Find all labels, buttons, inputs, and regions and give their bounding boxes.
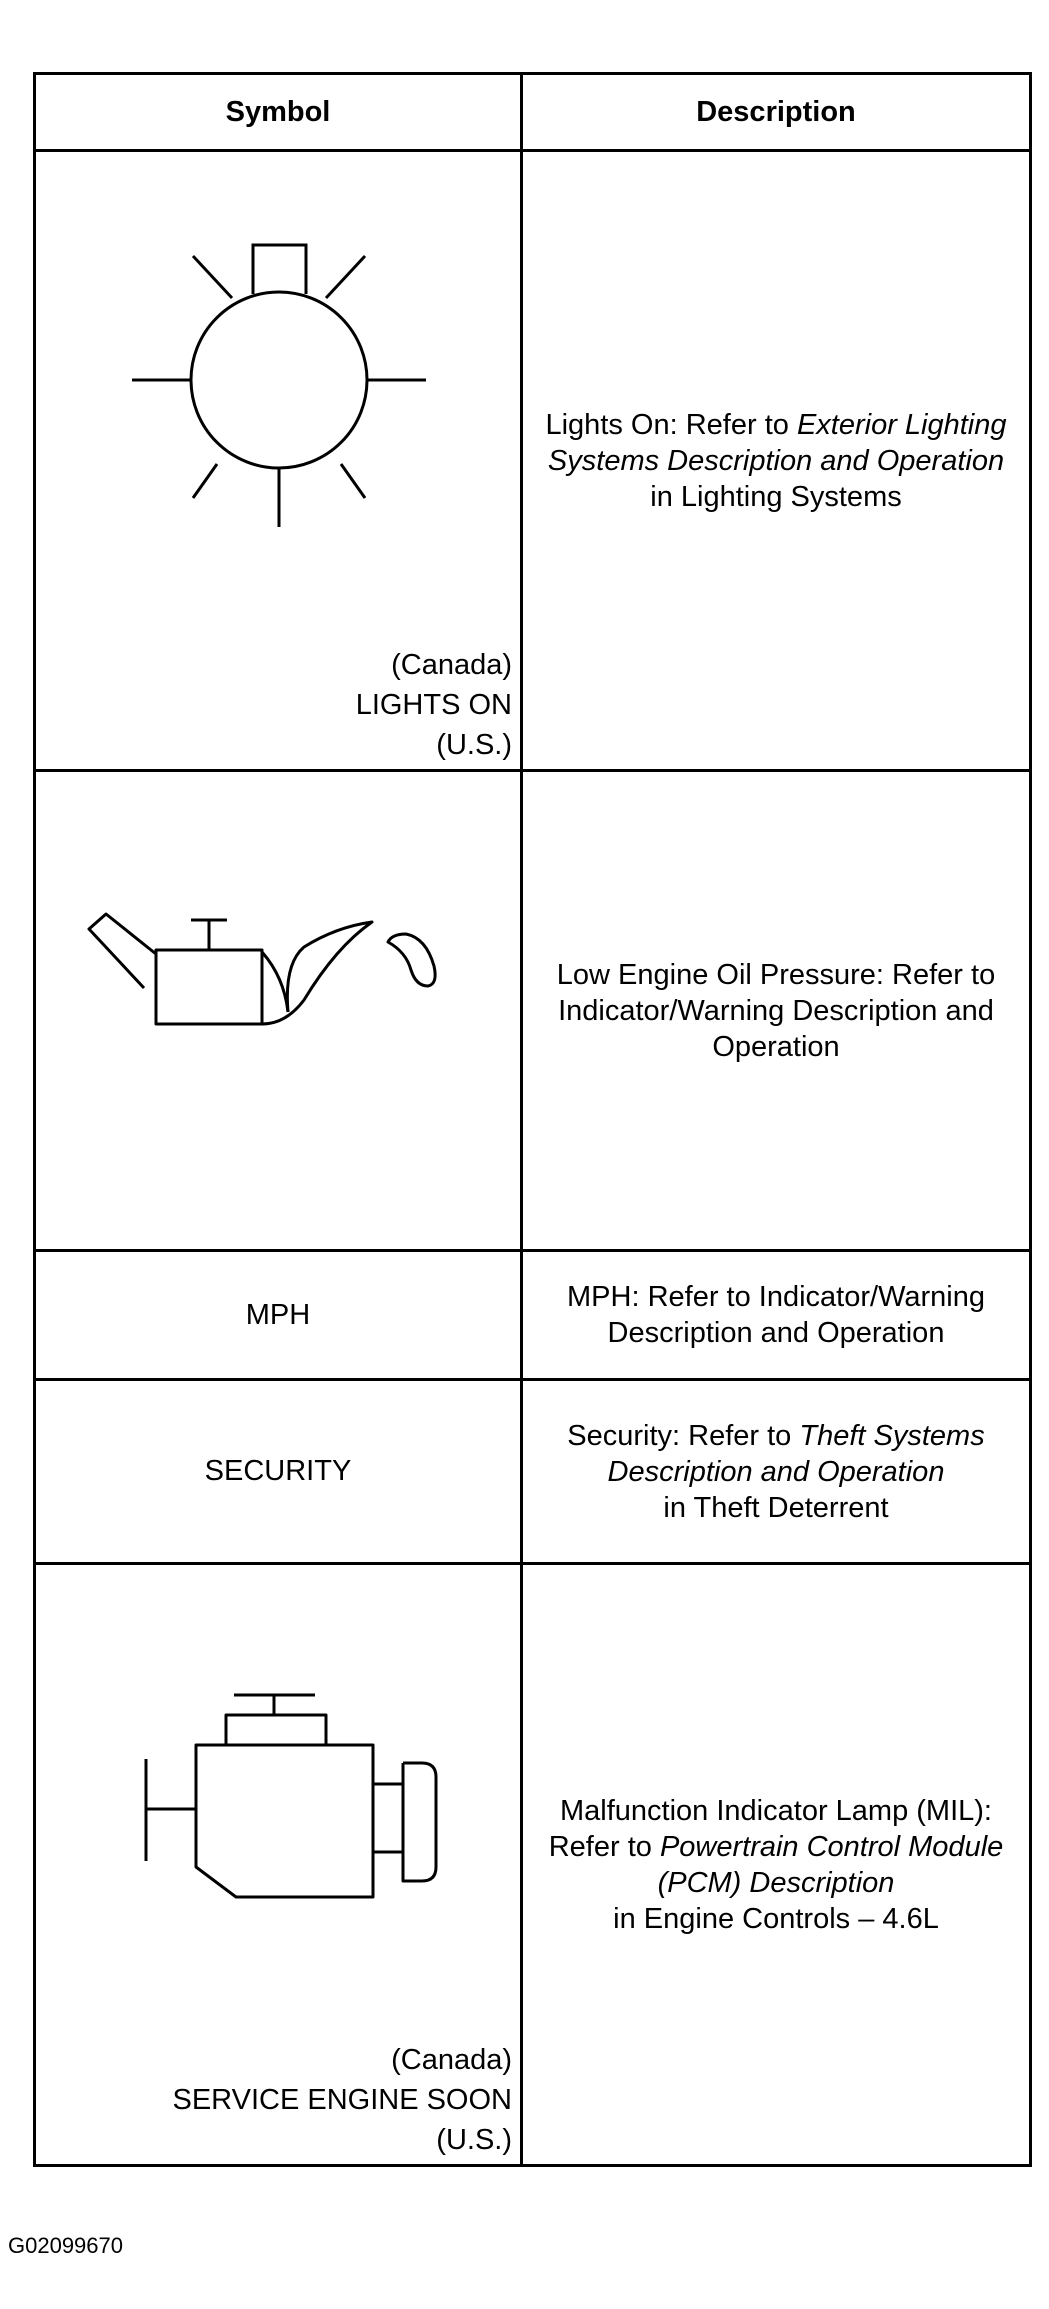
description-italic: Exterior Lighting Systems Description and Operation bbox=[547, 408, 1007, 477]
table-row bbox=[35, 151, 1031, 771]
symbol-cell bbox=[35, 771, 522, 1251]
description-cell bbox=[522, 1564, 1031, 2166]
description-prefix: Security: Refer to bbox=[567, 1419, 800, 1452]
symbol-label-main: SERVICE ENGINE SOON bbox=[172, 2084, 512, 2116]
description-cell bbox=[522, 1380, 1031, 1564]
table-row bbox=[35, 1251, 1031, 1380]
table-row bbox=[35, 1380, 1031, 1564]
header-description: Description bbox=[522, 74, 1031, 151]
table-row bbox=[35, 771, 1031, 1251]
description-suffix: in Engine Controls – 4.6L bbox=[613, 1902, 939, 1935]
description-suffix: in Lighting Systems bbox=[650, 480, 902, 513]
lights-on-labels bbox=[356, 645, 512, 765]
symbol-cell bbox=[35, 1564, 522, 2166]
symbol-label-us: (U.S.) bbox=[436, 2124, 512, 2156]
description-suffix: in Theft Deterrent bbox=[663, 1491, 889, 1524]
symbol-label-us: (U.S.) bbox=[436, 729, 512, 761]
table-row bbox=[35, 1564, 1031, 2166]
description-prefix: Lights On: Refer to bbox=[545, 408, 797, 441]
description-prefix: Malfunction Indicator Lamp (MIL): Refer to bbox=[548, 1794, 992, 1863]
figure-id: G02099670 bbox=[8, 2233, 123, 2258]
description-cell: MPH: Refer to Indicator/Warning Description and Operation bbox=[522, 1251, 1031, 1380]
engine-labels bbox=[173, 2040, 513, 2160]
description-cell: Low Engine Oil Pressure: Refer to Indicator/Warning Description and Operation bbox=[522, 771, 1031, 1251]
header-symbol: Symbol bbox=[35, 74, 522, 151]
symbol-cell-security: SECURITY bbox=[35, 1380, 522, 1564]
description-italic: Theft Systems Description and Operation bbox=[607, 1419, 985, 1488]
symbol-cell bbox=[35, 151, 522, 771]
description-cell bbox=[522, 151, 1031, 771]
symbol-label-canada: (Canada) bbox=[391, 649, 512, 681]
description-italic: Powertrain Control Module (PCM) Description bbox=[657, 1830, 1004, 1899]
symbol-cell-mph: MPH bbox=[35, 1251, 522, 1380]
symbol-label-main: LIGHTS ON bbox=[355, 689, 512, 721]
oil-can-icon bbox=[36, 772, 523, 1252]
table-header-row bbox=[35, 74, 1031, 151]
symbol-table bbox=[33, 72, 1032, 2167]
symbol-label-canada: (Canada) bbox=[391, 2044, 512, 2076]
